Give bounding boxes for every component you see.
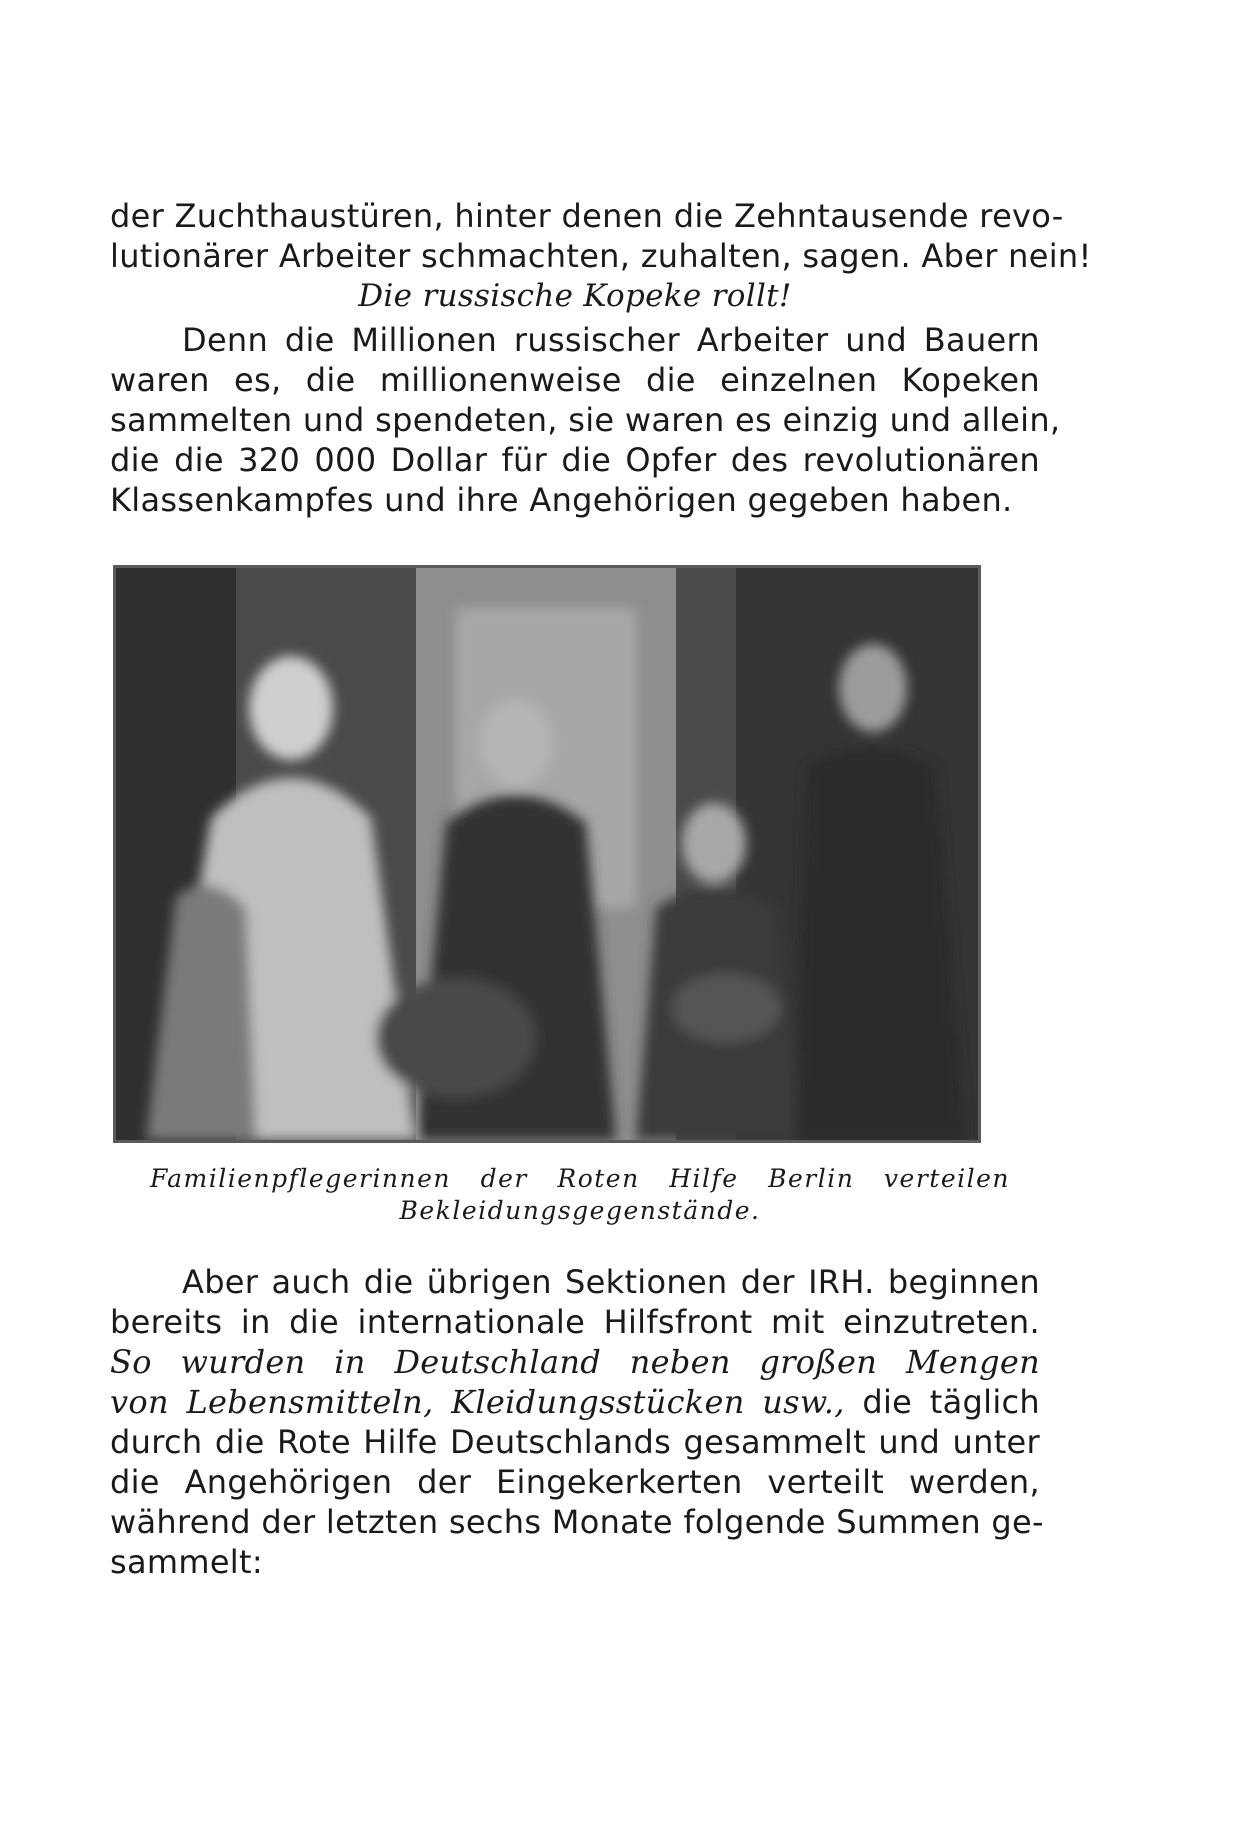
text-line: waren es, die millionenweise die einzelnen Kopeken [110, 361, 1040, 399]
text-line: Klassenkampfes und ihre Angehörigen gegeben haben. [110, 481, 1013, 519]
text-line: Denn die Millionen russischer Arbeiter und Bauern [182, 321, 1040, 359]
text-line: sammelten und spendeten, sie waren es einzig und allein, [110, 401, 1061, 439]
text-line: die die 320 000 Dollar für die Opfer des revolutionären [110, 441, 1040, 479]
text-line: während der letzten sechs Monate folgende Summen ge- [110, 1503, 1044, 1541]
paragraph-1 [110, 196, 1092, 276]
photo-caption [150, 1163, 1010, 1227]
caption-line: Bekleidungsgegenstände. [399, 1196, 761, 1225]
text-line-italic: So wurden in Deutschland neben großen Mengen [110, 1343, 1040, 1381]
text-italic-span: von Lebensmitteln, Kleidungsstücken usw., [110, 1383, 845, 1421]
text-line: Aber auch die übrigen Sektionen der IRH. beginnen [182, 1263, 1040, 1301]
text-line: sammelt: [110, 1543, 263, 1581]
photograph-image [116, 568, 978, 1140]
text-line: bereits in die internationale Hilfsfront mit einzutreten. [110, 1303, 1040, 1341]
text-line: durch die Rote Hilfe Deutschlands gesammelt und unter [110, 1423, 1040, 1461]
paragraph-2 [110, 320, 1061, 520]
text-line: der Zuchthaustüren, hinter denen die Zehntausende revo- [110, 197, 1064, 235]
text-line: die Angehörigen der Eingekerkerten verteilt werden, [110, 1463, 1040, 1501]
text-line-mixed [110, 1382, 1040, 1422]
photograph [113, 565, 981, 1143]
emphasis-line: Die russische Kopeke rollt! [358, 278, 792, 314]
paragraph-3 [110, 1262, 1044, 1582]
caption-line: Familienpflegerinnen der Roten Hilfe Berlin verteilen [150, 1164, 1010, 1193]
text-line: lutionärer Arbeiter schmachten, zuhalten, sagen. Aber nein! [110, 237, 1092, 275]
text-span: die täglich [844, 1383, 1040, 1421]
